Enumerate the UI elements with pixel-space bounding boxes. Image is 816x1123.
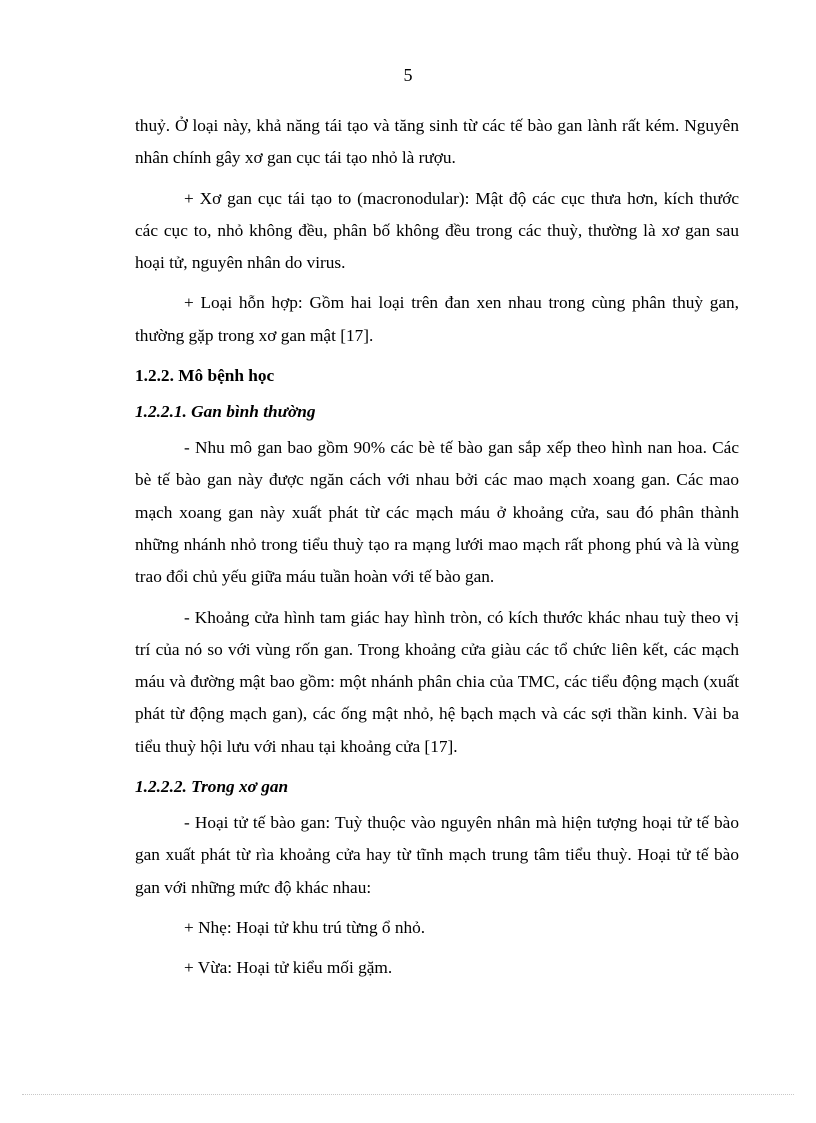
subsection-heading-normal-liver: 1.2.2.1. Gan bình thường	[135, 402, 316, 422]
subsection-heading-cirrhosis: 1.2.2.2. Trong xơ gan	[135, 777, 289, 797]
paragraph-portal-space: - Khoảng cửa hình tam giác hay hình tròn, có kích thước khác nhau tuỳ theo vị trí của nó so với vùng rốn gan. Trong khoảng cửa giàu các tổ chức liên kết, các mạch máu và đường mật bao gồm: một nhánh phân chia của TMC, các tiểu động mạch (xuất phát từ động mạch gan), các ống mật nhỏ, hệ bạch mạch và các sợi thần kinh. Vài ba tiểu thuỳ hội lưu với nhau tại khoảng cửa [17].	[135, 607, 739, 756]
paragraph-liver-parenchyma: - Nhu mô gan bao gồm 90% các bè tế bào gan sắp xếp theo hình nan hoa. Các bè tế bào gan này được ngăn cách với nhau bởi các mao mạch xoang gan. Các mao mạch xoang gan này xuất phát từ các mạch máu ở khoảng cửa, sau đó phân thành những nhánh nhỏ trong tiểu thuỳ tạo ra mạng lưới mao mạch rất phong phú và là vùng trao đổi chủ yếu giữa máu tuần hoàn với tế bào gan.	[135, 438, 739, 587]
paragraph-hepatocyte-necrosis: - Hoại tử tế bào gan: Tuỳ thuộc vào nguyên nhân mà hiện tượng hoại tử tế bào gan xuất phát từ rìa khoảng cửa hay từ tĩnh mạch trung tâm tiểu thuỳ. Hoại tử tế bào gan với những mức độ khác nhau:	[135, 813, 739, 897]
section-heading-histopathology: 1.2.2. Mô bệnh học	[135, 366, 275, 386]
paragraph-moderate-necrosis: + Vừa: Hoại tử kiểu mối gặm.	[184, 958, 393, 978]
page-number: 5	[403, 65, 413, 85]
paragraph-micronodular-end: thuỷ. Ở loại này, khả năng tái tạo và tăng sinh từ các tế bào gan lành rất kém. Nguyên nhân chính gây xơ gan cục tái tạo nhỏ là rượu.	[135, 116, 739, 168]
paragraph-mixed-type: + Loại hỗn hợp: Gồm hai loại trên đan xen nhau trong cùng phân thuỳ gan, thường gặp trong xơ gan mật [17].	[135, 293, 739, 345]
paragraph-mild-necrosis: + Nhẹ: Hoại tử khu trú từng ổ nhỏ.	[184, 917, 426, 937]
document-body	[135, 110, 739, 993]
paragraph-macronodular: + Xơ gan cục tái tạo to (macronodular): Mật độ các cục thưa hơn, kích thước các cục to, nhỏ không đều, phân bố không đều trong các thuỳ, thường là xơ gan sau hoại tử, nguyên nhân do virus.	[135, 188, 739, 273]
page-bottom-divider	[22, 1094, 794, 1095]
